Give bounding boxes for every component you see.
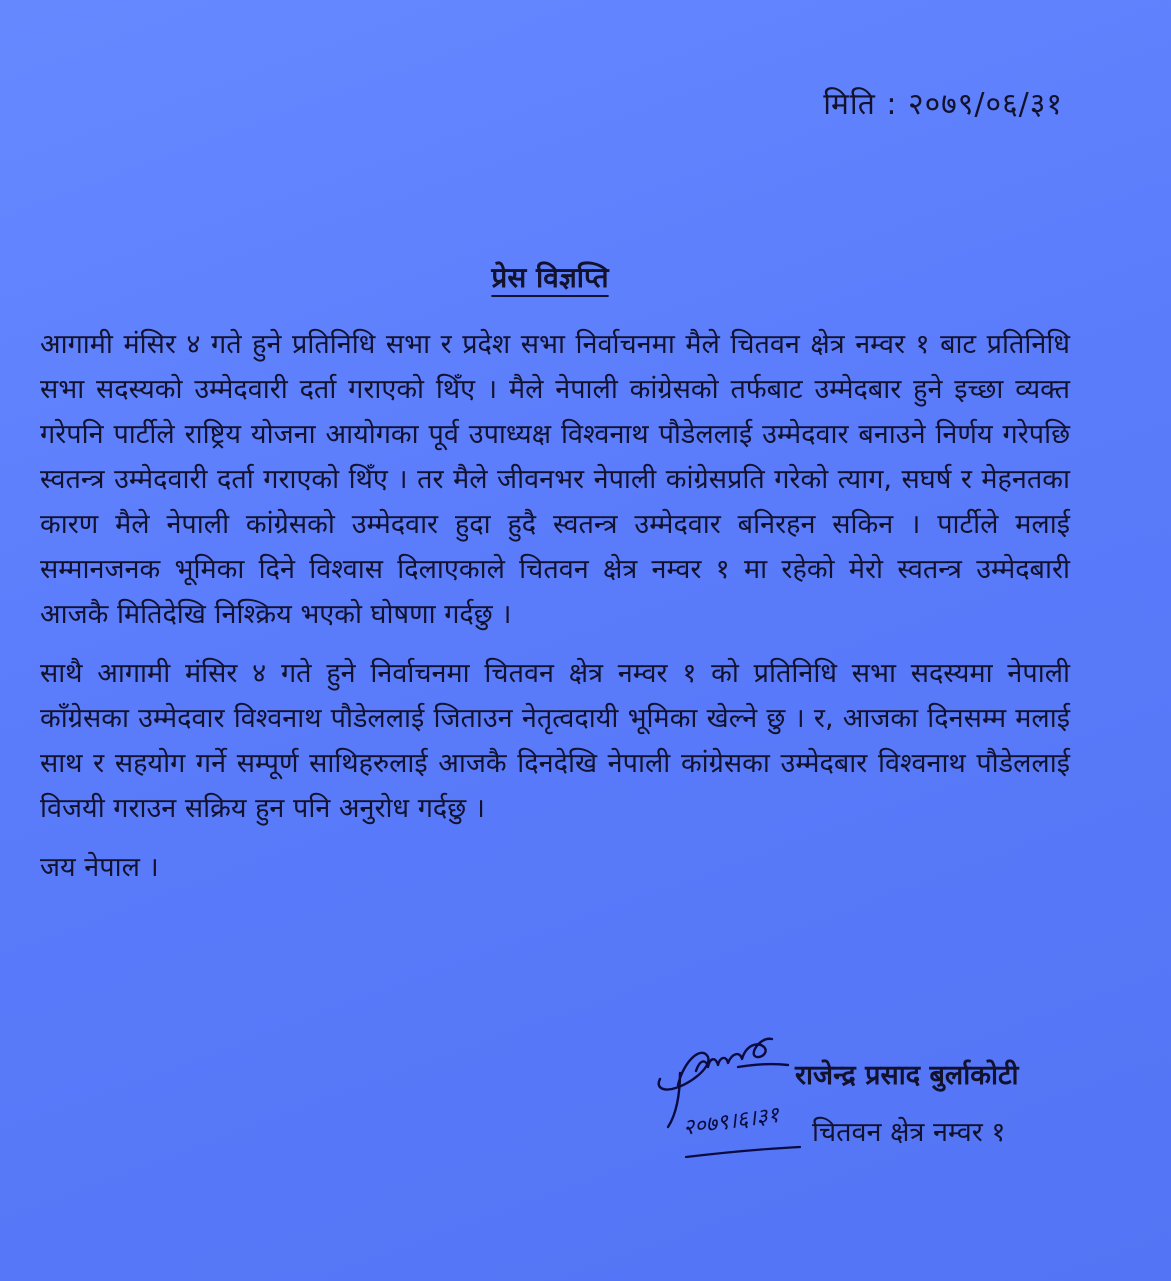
document-body bbox=[40, 322, 1070, 890]
closing-line: जय नेपाल । bbox=[40, 852, 159, 883]
body-paragraph-1: आगामी मंसिर ४ गते हुने प्रतिनिधि सभा र प्रदेश सभा निर्वाचनमा मैले चितवन क्षेत्र नम्वर १ बाट प्रतिनिधि सभा सदस्यको उम्मेदवारी दर्ता गराएको थिँए । मैले नेपाली कांग्रेसको तर्फबाट उम्मेदबार हुने इच्छा व्यक्त गरेपनि पार्टीले राष्ट्रिय योजना आयोगका पूर्व उपाध्यक्ष विश्वनाथ पौडेललाई उम्मेदवार बनाउने निर्णय गरेपछि स्वतन्त्र उम्मेदवारी दर्ता गराएको थिँए । तर मैले जीवनभर नेपाली कांग्रेसप्रति गरेको त्याग, सघर्ष र मेहनतका कारण मैले नेपाली कांग्रेसको उम्मेदवार हुदा हुदै स्वतन्त्र उम्मेदवार बनिरहन सकिन । पार्टीले मलाई सम्मानजनक भूमिका दिने विश्वास दिलाएकाले चितवन क्षेत्र नम्वर १ मा रहेको मेरो स्वतन्त्र उम्मेदबारी आजकै मितिदेखि निश्क्रिय भएको घोषणा गर्दछु । bbox=[40, 329, 1070, 630]
body-paragraph-2: साथै आगामी मंसिर ४ गते हुने निर्वाचनमा चितवन क्षेत्र नम्वर १ को प्रतिनिधि सभा सदस्यमा नेपाली काँग्रेसका उम्मेदवार विश्वनाथ पौडेललाई जिताउन नेतृत्वदायी भूमिका खेल्ने छु । र, आजका दिनसम्म मलाई साथ र सहयोग गर्ने सम्पूर्ण साथिहरुलाई आजकै दिनदेखि नेपाली कांग्रेसका उम्मेदबार विश्वनाथ पौडेललाई विजयी गराउन सक्रिय हुन पनि अनुरोध गर्दछु । bbox=[40, 658, 1070, 824]
document-title: प्रेस विज्ञप्ति bbox=[491, 261, 609, 294]
signature-stroke bbox=[738, 1064, 788, 1067]
handwritten-signature bbox=[650, 1015, 810, 1165]
signature-date: २०७९।६।३१ bbox=[681, 1102, 781, 1141]
document-title-container bbox=[0, 258, 1100, 296]
signature-underline bbox=[686, 1147, 800, 1157]
signatory-name: राजेन्द्र प्रसाद बुर्लाकोटी bbox=[795, 1060, 1019, 1091]
document-date: मिति : २०७९/०६/३१ bbox=[823, 87, 1063, 122]
signatory-constituency: चितवन क्षेत्र नम्वर १ bbox=[812, 1117, 1006, 1148]
